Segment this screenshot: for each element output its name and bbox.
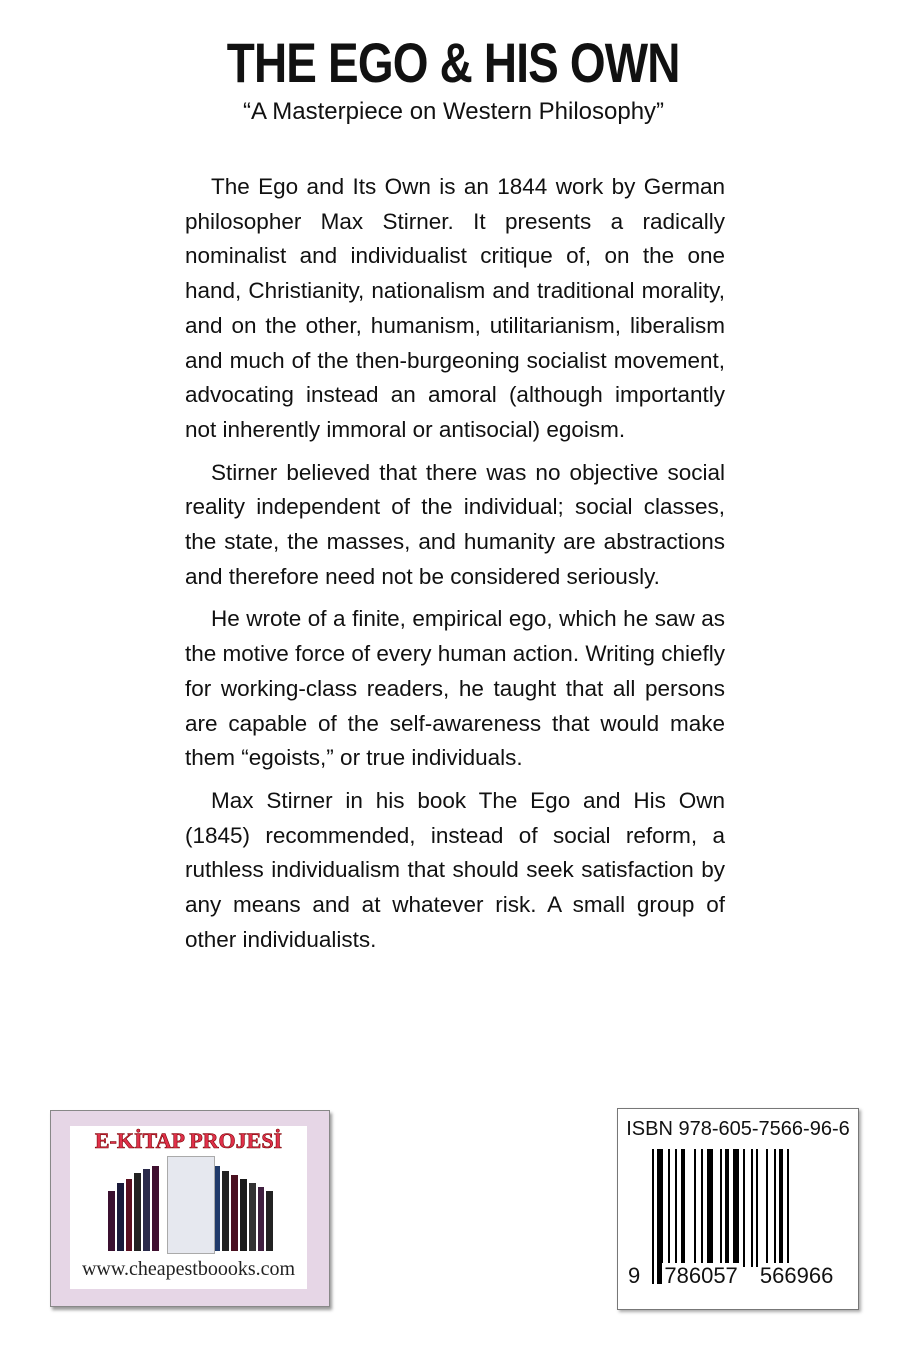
publisher-logo [50, 1110, 330, 1307]
barcode-bar [668, 1149, 670, 1267]
barcode-bar [743, 1149, 745, 1267]
publisher-url: www.cheapestboooks.com [81, 1258, 296, 1280]
ereader-illustration [167, 1156, 215, 1254]
isbn-label: ISBN 978-605-7566-96-6 [626, 1118, 850, 1140]
blurb-paragraph: Max Stirner in his book The Ego and His Own (1845) recommended, instead of social reform, a ruthless individualism that should seek satisfaction by any means and at whatever risk. A small group of other individualists. [185, 787, 725, 952]
book-spine [222, 1171, 229, 1251]
book-spine [249, 1183, 256, 1251]
book-spine [152, 1166, 159, 1251]
book-spine [231, 1175, 238, 1251]
blurb-paragraph: The Ego and Its Own is an 1844 work by German philosopher Max Stirner. It presents a radically nominalist and individualist critique of, on the one hand, Christianity, nationalism and traditional morality, and on the other, humanism, utilitarianism, liberalism and much of the then-burgeoning socialist movement, advocating instead an amoral (although importantly not inherently immoral or antisocial) egoism. [185, 174, 725, 442]
barcode-bar [751, 1149, 753, 1267]
barcode-digits-right: 566966 [759, 1263, 834, 1288]
barcode-bar [756, 1149, 758, 1267]
book-title [0, 30, 907, 95]
blurb-paragraph: Stirner believed that there was no objective social reality independent of the individual; social classes, the state, the masses, and humanity are abstractions and therefore need not be considered seriously. [185, 459, 725, 589]
book-spine [126, 1179, 133, 1251]
barcode-bar [681, 1149, 685, 1267]
barcode-bar [707, 1149, 713, 1267]
blurb [185, 170, 725, 965]
barcode-digit-first: 9 [628, 1263, 641, 1288]
barcode-bar [774, 1149, 776, 1267]
barcode-bar [720, 1149, 722, 1267]
barcode-bar [694, 1149, 696, 1267]
barcode-digits [626, 1263, 835, 1289]
book-spine [143, 1169, 150, 1251]
book-spine [134, 1173, 141, 1251]
barcode-bar [675, 1149, 677, 1267]
book-subtitle: “A Masterpiece on Western Philosophy” [242, 98, 665, 125]
book-spine [117, 1183, 124, 1251]
blurb-paragraph: He wrote of a finite, empirical ego, which he saw as the motive force of every human action. Writing chiefly for working-class readers, he taught that all persons are capable of the self-awareness that would make them “egoists,” or true individuals. [185, 606, 725, 771]
book-spine [258, 1187, 265, 1251]
book-spine [240, 1179, 247, 1251]
barcode-bar [733, 1149, 739, 1267]
barcode-digits-left: 786057 [664, 1263, 738, 1288]
book-spine [108, 1191, 115, 1251]
barcode-bar [701, 1149, 703, 1267]
isbn-barcode [617, 1108, 859, 1310]
book-title-text: THE EGO & HIS OWN [227, 31, 680, 94]
book-spine [266, 1191, 273, 1251]
barcode-bar [766, 1149, 768, 1267]
logo-title: E-KİTAP PROJESİ [94, 1128, 283, 1153]
